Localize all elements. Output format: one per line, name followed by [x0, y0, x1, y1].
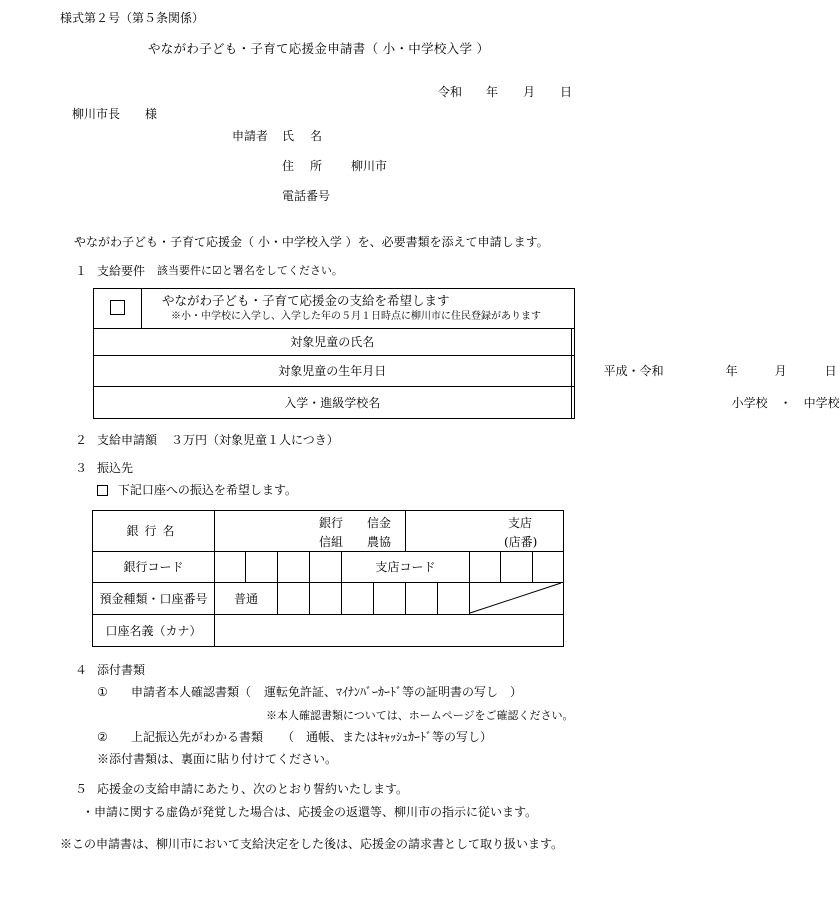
date-month-label: 月	[523, 85, 536, 99]
bank-code-digit[interactable]	[246, 552, 278, 583]
form-number: 様式第２号（第５条関係）	[60, 11, 205, 25]
bank-options-1: 銀行 信金	[319, 516, 392, 530]
attachment2-detail: （ 通帳、またはｷｬｯｼｭｶｰﾄﾞ等の写し）	[282, 730, 493, 744]
attachment2-label: 上記振込先がわかる書類	[131, 730, 264, 744]
attachment-note: ※添付書類は、裏面に貼り付けてください。	[97, 752, 338, 766]
applicant-phone-label: 電話番号	[282, 189, 331, 203]
section5-text: 応援金の支給申請にあたり、次のとおり誓約いたします。	[97, 782, 409, 796]
bank-code-digit[interactable]	[310, 552, 342, 583]
diagonal-line	[470, 583, 561, 614]
bank-options-2: 信組 農協	[319, 535, 392, 549]
child-birth-field[interactable]	[571, 356, 837, 387]
bank-code-label: 銀行コード	[93, 552, 215, 583]
birth-era: 平成・令和	[603, 364, 664, 378]
applicant-address-label: 住所	[282, 159, 339, 173]
addressee: 柳川市長	[72, 107, 121, 121]
section2-title: 支給申請額	[97, 433, 158, 447]
section1-instruction: 該当要件に☑と署名をしてください。	[157, 264, 343, 277]
birth-month: 月	[774, 364, 787, 378]
intro-text: やながわ子ども・子育て応援金（ 小・中学校入学 ）を、必要書類を添えて申請します。	[74, 235, 549, 249]
account-type-label: 預金種類・口座番号	[93, 583, 215, 615]
section5-number: ５	[75, 782, 88, 796]
account-digit[interactable]	[406, 583, 438, 615]
date-year-label: 年	[486, 85, 499, 99]
applicant-address-city: 柳川市	[351, 159, 388, 173]
eligibility-table	[93, 288, 840, 419]
request-text: やながわ子ども・子育て応援金の支給を希望します	[162, 292, 450, 308]
branch-code-label: 支店コード	[342, 552, 470, 583]
date-day-label: 日	[560, 85, 573, 99]
applicant-name-label: 氏名	[282, 129, 339, 143]
school-type: 小学校 ・ 中学校	[731, 396, 840, 410]
bank-name-label: 銀行名	[93, 511, 215, 552]
account-digit[interactable]	[278, 583, 310, 615]
child-name-field[interactable]	[571, 329, 574, 356]
section2-number: ２	[75, 433, 88, 447]
attachment1-note: ※本人確認書類については、ホームページをご確認ください。	[266, 709, 574, 722]
branch-code-digit[interactable]	[533, 552, 564, 583]
page-title: やながわ子ども・子育て応援金申請書（ 小・中学校入学 ）	[148, 41, 490, 56]
date-era-label: 令和	[438, 85, 463, 99]
section4-number: ４	[75, 663, 88, 677]
account-digit[interactable]	[438, 583, 470, 615]
branch-code-digit[interactable]	[501, 552, 533, 583]
attachment1-number: ①	[97, 685, 108, 699]
birth-year: 年	[725, 364, 738, 378]
bank-code-digit[interactable]	[278, 552, 310, 583]
child-birth-label: 対象児童の生年月日	[94, 356, 572, 387]
account-digit[interactable]	[374, 583, 406, 615]
section3-title: 振込先	[97, 461, 134, 475]
branch-label: 支店	[508, 516, 533, 530]
account-digit[interactable]	[342, 583, 374, 615]
footer-note: ※この申請書は、柳川市において支給決定をした後は、応援金の請求書として取り扱います。	[60, 837, 564, 851]
attachment1-label: 申請者本人確認書類（	[131, 685, 252, 699]
child-name-label: 対象児童の氏名	[94, 329, 572, 356]
addressee-honorific: 様	[145, 107, 158, 121]
school-label: 入学・進級学校名	[94, 387, 572, 419]
branch-field[interactable]	[406, 511, 564, 552]
transfer-checkbox[interactable]	[97, 485, 108, 496]
attachment1-detail: 運転免許証、ﾏｲﾅﾝﾊﾞｰｶｰﾄﾞ等の証明書の写し ）	[264, 685, 523, 699]
section3-number: ３	[75, 461, 88, 475]
bank-code-digit[interactable]	[215, 552, 246, 583]
section2-amount: ３万円（対象児童１人につき）	[171, 433, 339, 447]
bank-table	[92, 510, 564, 647]
request-checkbox-cell[interactable]	[94, 289, 142, 329]
birth-day: 日	[824, 364, 837, 378]
section4-title: 添付書類	[97, 663, 146, 677]
transfer-checkbox-row[interactable]	[97, 484, 297, 496]
school-field[interactable]	[571, 387, 840, 419]
section1-title: 支給要件	[97, 264, 146, 278]
account-unused-cell	[470, 583, 564, 615]
account-holder-field[interactable]	[215, 615, 564, 647]
branch-code-digit[interactable]	[470, 552, 501, 583]
pledge-text: ・申請に関する虚偽が発覚した場合は、応援金の返還等、柳川市の指示に従います。	[82, 805, 538, 819]
request-cell	[142, 289, 575, 329]
request-note: ※小・中学校に入学し、入学した年の５月１日時点に柳川市に住民登録があります	[171, 311, 541, 323]
branch-number-label: (店番)	[504, 535, 538, 549]
section1-number: １	[75, 264, 88, 278]
bank-name-field[interactable]	[215, 511, 406, 552]
account-holder-label: 口座名義（カナ）	[93, 615, 215, 647]
account-digit[interactable]	[310, 583, 342, 615]
request-checkbox[interactable]	[110, 300, 125, 315]
transfer-checkbox-label: 下記口座への振込を希望します。	[117, 483, 297, 497]
account-type-value: 普通	[215, 583, 278, 615]
attachment2-number: ②	[97, 730, 108, 744]
applicant-label: 申請者	[232, 129, 269, 143]
